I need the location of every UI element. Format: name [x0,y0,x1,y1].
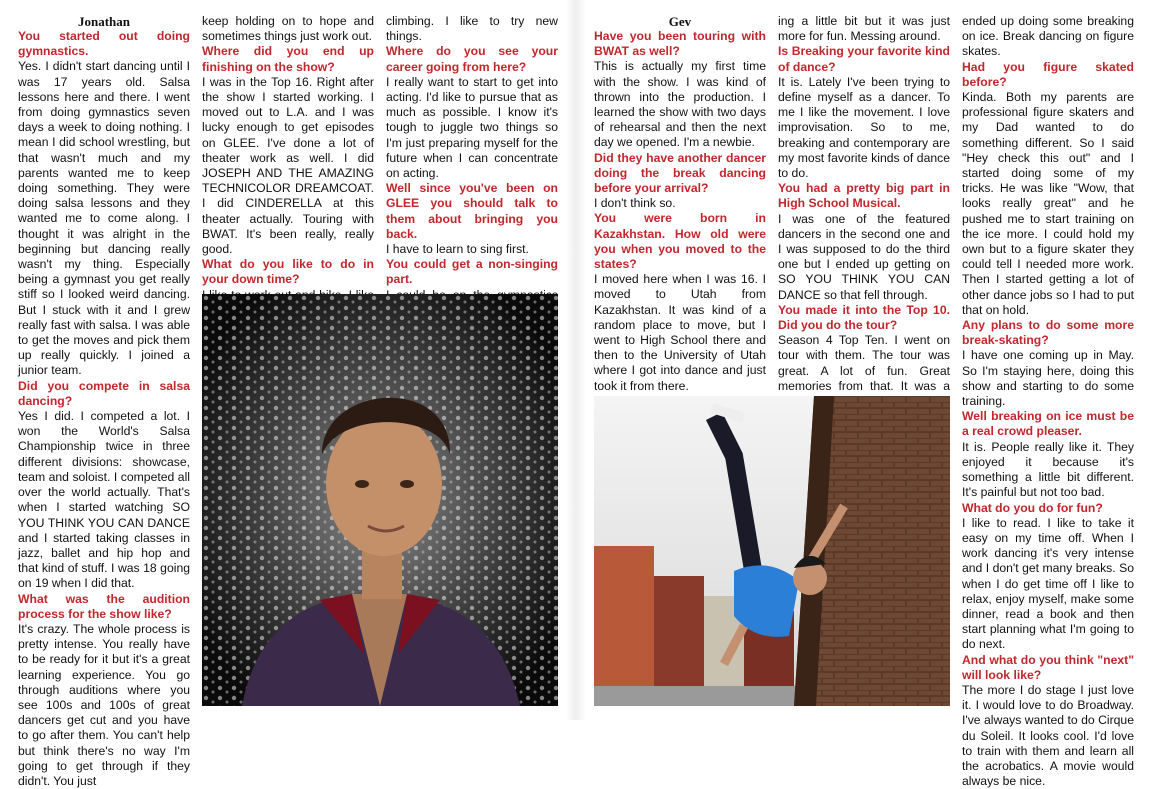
question: Where do you see your career going from here? [386,44,558,74]
question: What was the audition process for the show like? [18,591,190,621]
question: Well breaking on ice must be a real crowd pleaser. [962,409,1134,439]
right-col-3 [962,14,1134,789]
interviewee-name-gev: Gev [668,14,692,29]
question: And what do you think "next" will look like? [962,652,1134,682]
question: You could get a non-singing part. [386,257,558,287]
question: You had a pretty big part in High School Musical. [778,181,950,211]
page-gutter [566,0,586,720]
left-col-1 [18,14,190,788]
left-col-3 [386,14,558,294]
question: Is Breaking your favorite kind of dance? [778,44,950,74]
question: Did they have another dancer doing the break dancing before your arrival? [594,150,766,196]
answer-continued: ing a little bit but it was just more for fun. Messing around. [778,14,950,44]
answer: Yes I did. I competed a lot. I won the World's Salsa Championship twice in three different divisions: showcase, team and soloist. I competed all over the world actually. That's when I started watching SO YOU THINK YOU CAN DANCE and I started taking classes in jazz, ballet and hip hop and that kind of stuff. I was 18 going on 19 when I did that. [18,409,190,591]
left-page [0,0,566,788]
answer: I really want to start to get into acting. I'd like to pursue that as much as possible. I know it's tough to juggle two things so I'm just preparing myself for the future when I can concentrate on acting. [386,74,558,181]
right-col-1 [594,14,766,394]
question: Where did you end up finishing on the show? [202,44,374,74]
right-col-2 [778,14,950,394]
question: Have you been touring with BWAT as well? [594,29,766,59]
answer: Season 4 Top Ten. I went on tour with them. The tour was great. A lot of fun. Great memories from that. It was a [778,333,950,393]
answer: I like to read. I like to take it easy on my time off. When I work dancing it's very intense and I don't get many breaks. So when I do get time off I like to relax, enjoy myself, make some dinner, read a book and then start planning what I'm going to do next. [962,515,1134,652]
question: You started out doing gymnastics. [18,29,190,59]
question: You were born in Kazakhstan. How old were you when you moved to the states? [594,211,766,272]
answer: I have to learn to sing first. [386,242,529,257]
answer: This is actually my first time with the show. I was kind of thrown into the production. I learned the show with two days of rehearsal and then the next day we opened. I'm a newbie. [594,59,766,150]
answer-continued: keep holding on to hope and sometimes things just work out. [202,14,374,44]
answer: It is. Lately I've been trying to define myself as a dancer. To me I like the movement. I love improvisation. So to me, breaking and contemporary are my most favorite kinds of dance to do. [778,74,950,181]
question: Any plans to do some more break-skating? [962,318,1134,348]
question: Had you figure skated before? [962,59,1134,89]
question: What do you like to do in your down time? [202,257,374,287]
right-page [586,0,1152,789]
answer-continued: climbing. I like to try new things. [386,14,558,44]
answer: I don't think so. [594,196,676,211]
answer: Kinda. Both my parents are professional figure skaters and my Dad wanted to do something different. So I said "Hey check this out" and I started doing some of my tricks. He was like "Wow, that looks really great" and he pushed me to start training on the ice more. I could hold my own but to a figure skater they could tell I needed more work. Then I started getting a lot of other dance jobs so I had to put that on hold. [962,90,1134,317]
question: Did you compete in salsa dancing? [18,378,190,408]
answer: I moved here when I was 16. I moved to Utah from Kazakhstan. It was kind of a random place to move, but I went to High School there and then to the University of Utah where I got into dance and just took it from there. [594,272,766,393]
answer: It is. People really like it. They enjoyed it because it's something a little bit different. It's painful but not too bad. [962,439,1134,500]
answer: I was in the Top 16. Right after the show I started working. I moved out to L.A. and I was lucky enough to get episodes on GLEE. I've done a lot of theater work as well. I did JOSEPH AND THE AMAZING TECHNICOLOR DREAMCOAT. I did CINDERELLA at this theater actually. Touring with BWAT. It's been really, really good. [202,74,374,257]
answer: I was one of the featured dancers in the second one and I was supposed to do the third one but I ended up getting on SO YOU THINK YOU CAN DANCE so that fell through. [778,211,950,302]
question: Well since you've been on GLEE you should talk to them about bringing you back. [386,181,558,241]
question: What do you do for fun? [962,500,1103,515]
left-col-2 [202,14,374,294]
portrait-photo [202,294,558,706]
answer: The more I do stage I just love it. I would love to do Broadway. I've always wanted to do Cirque du Soleil. It looks cool. I'd love to train with them and learn all the acrobatics. A movie would always be nice. [962,682,1134,789]
answer: I have one coming up in May. So I'm staying here, doing this show and starting to do some training. [962,348,1134,409]
interviewee-name-jonathan: Jonathan [77,14,131,29]
breakdance-photo [594,396,950,706]
question: You made it into the Top 10. Did you do the tour? [778,302,950,333]
answer-continued: ended up doing some breaking on ice. Break dancing on figure skates. [962,14,1134,59]
answer: Yes. I didn't start dancing until I was 17 years old. Salsa lessons here and there. I went from doing gymnastics seven days a week to doing nothing. I mean I did school wrestling, but that wasn't much and my parents wanted me to keep doing something. They were doing salsa lessons and they wanted me to come along. I thought it was alright in the beginning but dancing really wasn't my thing. Especially being a gymnast you get really stiff so I looked weird dancing. But I stuck with it and I grew really fast with salsa. I was able to get the moves and pick them up really quickly. I joined a junior team. [18,59,190,378]
answer: It's crazy. The whole process is pretty intense. You really have to be ready for it but it's a great learning experience. You go through auditions where you see 100s and 100s of great dancers get cut and you have to go after them. You can't help but think there's no way I'm going to get through if they didn't. You just [18,621,190,788]
